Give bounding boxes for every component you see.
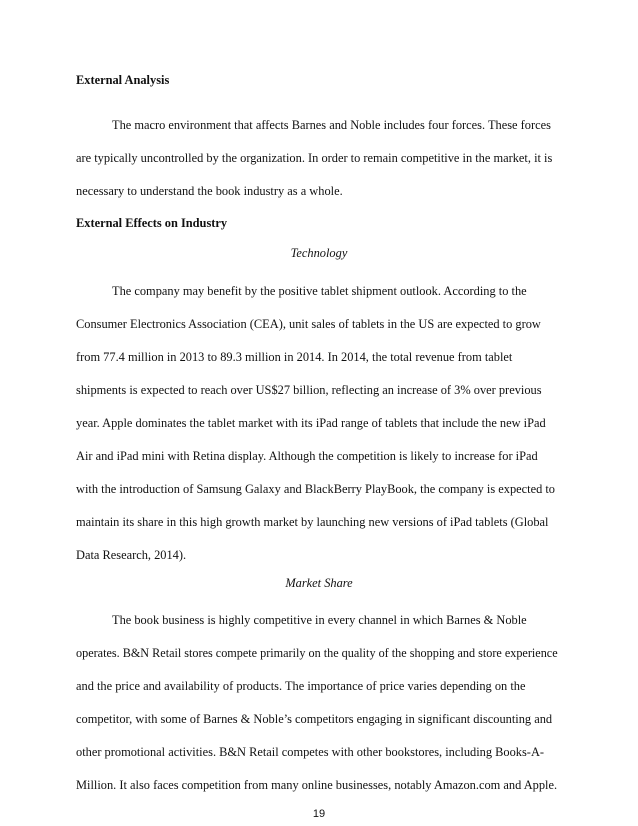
subheading-market-share: Market Share bbox=[285, 576, 353, 590]
paragraph-line: competitor, with some of Barnes & Noble’s competitors engaging in significant discounting and bbox=[76, 712, 553, 726]
paragraph-line: are typically uncontrolled by the organization. In order to remain competitive in the market, it is bbox=[76, 151, 553, 165]
paragraph-line: maintain its share in this high growth market by launching new versions of iPad tablets (Global bbox=[76, 515, 549, 529]
paragraph-line: with the introduction of Samsung Galaxy and BlackBerry PlayBook, the company is expected to bbox=[76, 482, 556, 496]
page-number: 19 bbox=[312, 808, 326, 820]
heading-external-effects: External Effects on Industry bbox=[76, 216, 228, 230]
paragraph-line: Data Research, 2014). bbox=[76, 548, 187, 562]
paragraph-line: Consumer Electronics Association (CEA), unit sales of tablets in the US are expected to grow bbox=[76, 317, 541, 331]
subheading-technology: Technology bbox=[290, 246, 348, 260]
paragraph-line: shipments is expected to reach over US$27 billion, reflecting an increase of 3% over previous bbox=[76, 383, 542, 397]
paragraph-line: The macro environment that affects Barnes and Noble includes four forces. These forces bbox=[112, 118, 551, 132]
paragraph-line: necessary to understand the book industry as a whole. bbox=[76, 184, 343, 198]
paragraph-line: and the price and availability of products. The importance of price varies depending on the bbox=[76, 679, 526, 693]
paragraph-line: Air and iPad mini with Retina display. Although the competition is likely to increase for iPad bbox=[76, 449, 538, 463]
paragraph-line: operates. B&N Retail stores compete primarily on the quality of the shopping and store experience bbox=[76, 646, 558, 660]
paragraph-line: Million. It also faces competition from many online businesses, notably Amazon.com and Apple. bbox=[76, 778, 558, 792]
paragraph-line: other promotional activities. B&N Retail competes with other bookstores, including Books-A- bbox=[76, 745, 545, 759]
paragraph-line: The company may benefit by the positive tablet shipment outlook. According to the bbox=[112, 284, 527, 298]
heading-external-analysis: External Analysis bbox=[76, 73, 170, 87]
paragraph-line: The book business is highly competitive in every channel in which Barnes & Noble bbox=[112, 613, 527, 627]
paragraph-line: from 77.4 million in 2013 to 89.3 million in 2014. In 2014, the total revenue from tablet bbox=[76, 350, 513, 364]
paragraph-line: year. Apple dominates the tablet market with its iPad range of tablets that include the new iPad bbox=[76, 416, 546, 430]
